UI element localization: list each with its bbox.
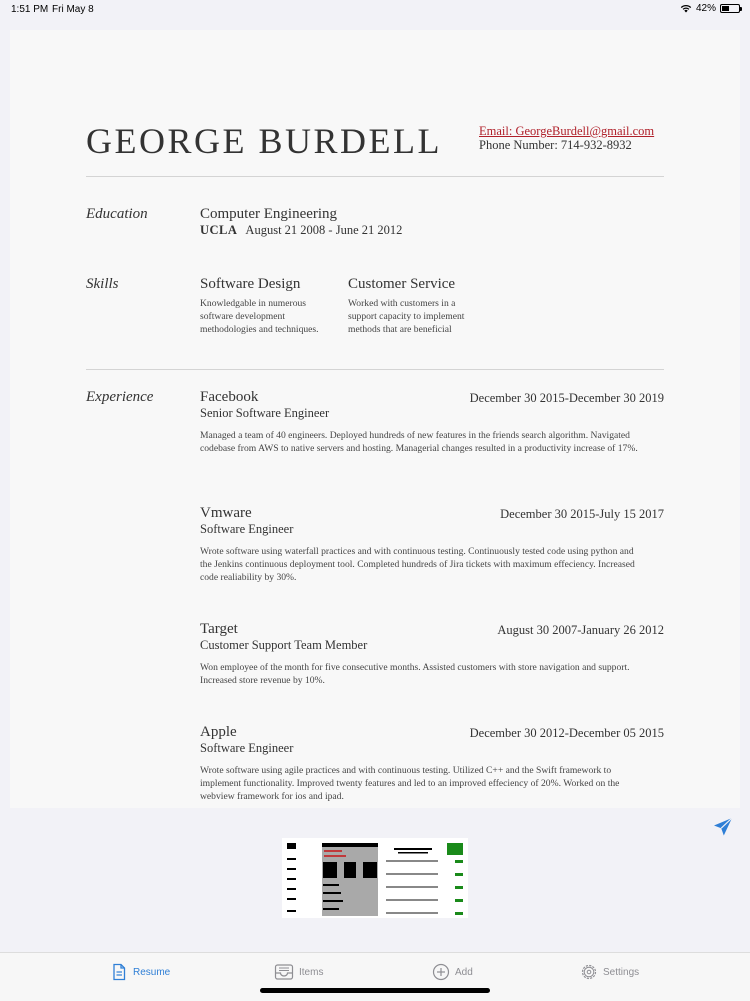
skill-title: Customer Service [348, 276, 456, 292]
template-thumbnail[interactable] [282, 838, 468, 918]
tab-label: Add [455, 966, 473, 978]
job-description: Wrote software using waterfall practices and with continuous testing. Continuously tested code using python and the Jenkins continuous deployment tool. Completed hundreds of Jira tickets with maximum effeciency. Increased code realiability by 30%. [200, 546, 635, 583]
job-description: Managed a team of 40 engineers. Deployed hundreds of new features in the friends search algorithm. Navigated codebase from AWS to native servers and hosting. Managerial changes resulted in a productivity increase of 17%. [200, 430, 638, 454]
battery-level [722, 6, 729, 11]
job-entry [200, 621, 664, 687]
experience-label: Experience [86, 389, 154, 405]
education-label: Education [86, 206, 148, 222]
job-role: Software Engineer [200, 522, 294, 536]
education-details [200, 223, 402, 238]
job-dates: December 30 2015-December 30 2019 [469, 391, 664, 405]
status-right [680, 3, 740, 14]
status-time: 1:51 PM [11, 4, 49, 15]
phone-number: Phone Number: 714-932-8932 [479, 138, 632, 152]
status-date: Fri May 8 [52, 4, 94, 15]
tab-label: Resume [133, 966, 171, 978]
battery-icon [720, 4, 740, 13]
plus-circle-icon [432, 963, 450, 981]
email-link[interactable]: Email: GeorgeBurdell@gmail.com [479, 124, 655, 138]
resume-document[interactable] [10, 30, 740, 808]
job-description: Wrote software using agile practices and with continuous testing. Utilized C++ and the Swift framework to implement functionality. Improved twenty features and led to an improved effeciency of 20%. Worked on the webview framework for ios and ipad. [200, 765, 620, 802]
job-entry [200, 505, 664, 584]
status-bar [0, 0, 750, 20]
tab-settings[interactable] [580, 963, 639, 981]
send-icon[interactable] [713, 817, 733, 837]
tray-icon [274, 963, 294, 981]
thumb-lines [386, 848, 438, 914]
job-role: Software Engineer [200, 741, 294, 755]
job-description: Won employee of the month for five consecutive months. Assisted customers with store navigation and support. Increased store revenue by 10%. [200, 662, 630, 686]
thumb-gray-page [322, 843, 378, 916]
tab-items[interactable] [274, 963, 323, 981]
skill-desc: Worked with customers in a support capacity to implement methods that are beneficial [348, 298, 465, 335]
skill-title: Software Design [200, 276, 301, 292]
job-company: Vmware [200, 505, 252, 521]
divider [86, 176, 664, 177]
job-dates: December 30 2012-December 05 2015 [469, 726, 664, 740]
skills-label: Skills [86, 276, 119, 292]
tab-label: Settings [603, 966, 640, 978]
wifi-icon [680, 4, 692, 13]
job-company: Target [200, 621, 238, 637]
gear-icon [580, 963, 598, 981]
home-indicator[interactable] [260, 988, 490, 993]
education-degree: Computer Engineering [200, 206, 338, 222]
job-dates: August 30 2007-January 26 2012 [497, 623, 664, 637]
contact-info [479, 124, 654, 152]
job-role: Senior Software Engineer [200, 406, 330, 420]
job-company: Facebook [200, 389, 259, 405]
job-entry [200, 389, 664, 455]
job-company: Apple [200, 724, 237, 740]
tab-bar [0, 952, 750, 1001]
battery-percent: 42% [695, 3, 716, 14]
job-dates: December 30 2015-July 15 2017 [500, 507, 664, 521]
education-dates: August 21 2008 - June 21 2012 [245, 223, 403, 237]
thumb-left-column [287, 843, 296, 912]
job-entry [200, 724, 664, 803]
divider [86, 369, 664, 370]
tab-add[interactable] [432, 963, 473, 981]
thumb-green-column [447, 843, 463, 915]
document-icon [110, 963, 128, 981]
resume-name: GEORGE BURDELL [86, 121, 442, 161]
job-role: Customer Support Team Member [200, 638, 368, 652]
tab-resume[interactable] [110, 963, 170, 981]
education-school: UCLA [200, 223, 238, 237]
skill-desc: Knowledgable in numerous software development methodologies and techniques. [200, 298, 319, 335]
tab-label: Items [299, 966, 324, 978]
